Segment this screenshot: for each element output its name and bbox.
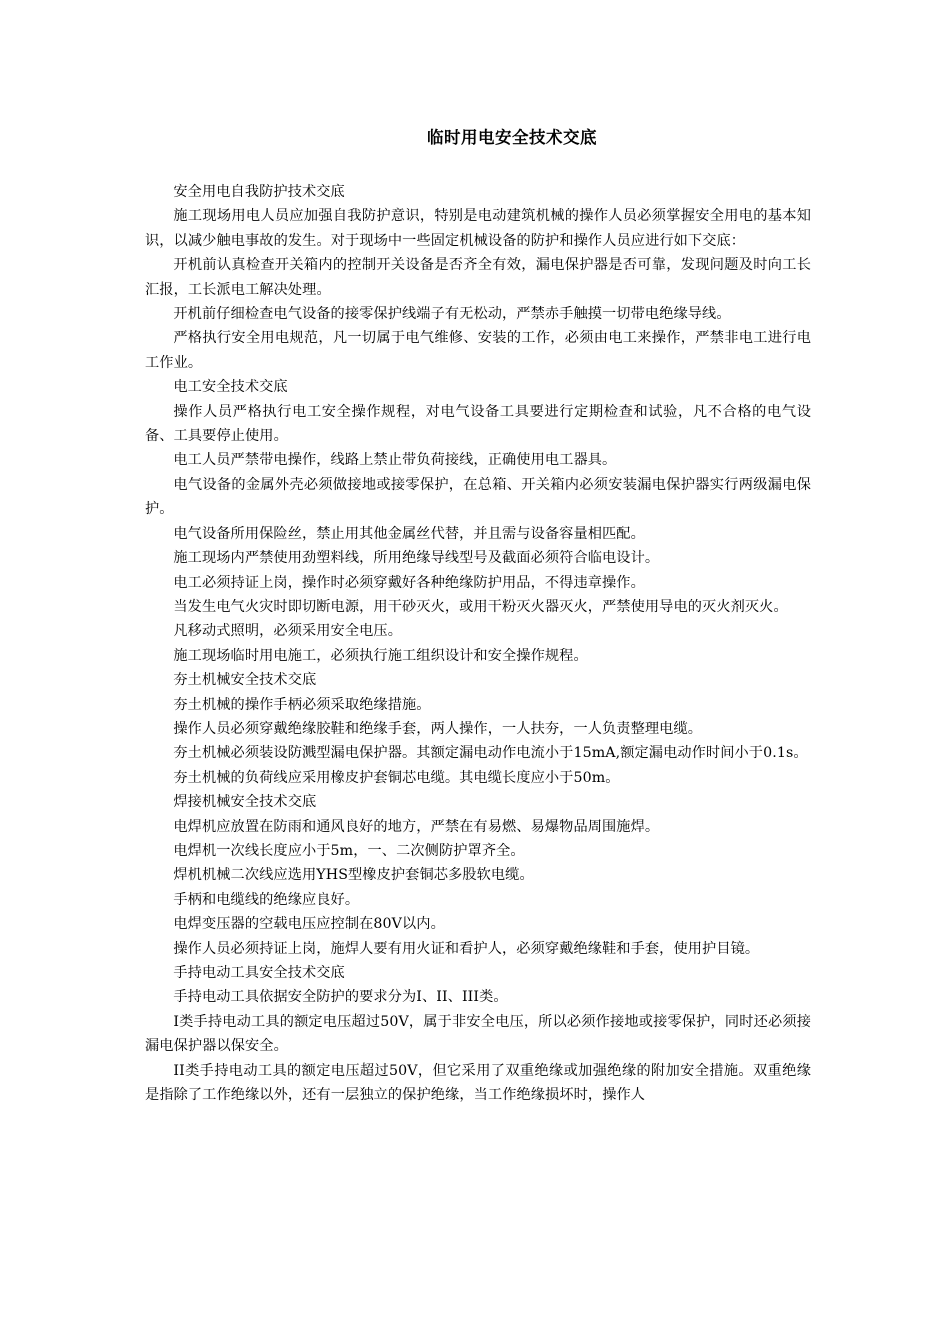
paragraph: 操作人员严格执行电工安全操作规程，对电气设备工具要进行定期检查和试验，凡不合格的电气设备、工具要停止使用。 xyxy=(145,403,811,445)
paragraph: 施工现场内严禁使用劲塑料线，所用绝缘导线型号及截面必须符合临电设计。 xyxy=(173,550,660,567)
paragraph: 电气设备的金属外壳必须做接地或接零保护，在总箱、开关箱内必须安装漏电保护器实行两级漏电保护。 xyxy=(145,476,811,518)
paragraph: 焊接机械安全技术交底 xyxy=(173,794,317,811)
paragraph: 严格执行安全用电规范，凡一切属于电气维修、安装的工作，必须由电工来操作，严禁非电工进行电工作业。 xyxy=(145,330,811,371)
paragraph: 电焊变压器的空载电压应控制在80V以内。 xyxy=(173,916,445,933)
paragraph: 当发生电气火灾时即切断电源，用干砂灭火，或用干粉灭火器灭火，严禁使用导电的灭火剂灭火。 xyxy=(173,598,788,615)
paragraph: 凡移动式照明，必须采用安全电压。 xyxy=(173,623,402,640)
paragraph: 手持电动工具安全技术交底 xyxy=(173,965,345,981)
paragraph: 焊机机械二次线应选用YHS型橡皮护套铜芯多股软电缆。 xyxy=(173,867,534,884)
paragraph: 夯土机械的负荷线应采用橡皮护套铜芯电缆。其电缆长度应小于50m。 xyxy=(173,769,620,786)
paragraph: 操作人员必须持证上岗，施焊人要有用火证和看护人，必须穿戴绝缘鞋和手套，使用护目镜。 xyxy=(173,940,760,957)
paragraph: 施工现场用电人员应加强自我防护意识，特别是电动建筑机械的操作人员必须掌握安全用电的基本知识，以减少触电事故的发生。对于现场中一些固定机械设备的防护和操作人员应进行如下交底： xyxy=(145,208,811,249)
paragraph: 电工安全技术交底 xyxy=(173,379,288,396)
paragraph: 夯土机械的操作手柄必须采取绝缘措施。 xyxy=(173,696,431,713)
paragraph: 施工现场临时用电施工，必须执行施工组织设计和安全操作规程。 xyxy=(173,647,588,664)
document-title: 临时用电安全技术交底 xyxy=(427,128,597,147)
paragraph: II类手持电动工具的额定电压超过50V，但它采用了双重绝缘或加强绝缘的附加安全措施。双重绝缘是指除了工作绝缘以外，还有一层独立的保护绝缘，当工作绝缘损坏时，操作人 xyxy=(145,1062,811,1104)
paragraph: 安全用电自我防护技术交底 xyxy=(173,184,345,200)
paragraph: 手柄和电缆线的绝缘应良好。 xyxy=(173,891,360,908)
paragraph: 夯土机械必须装设防溅型漏电保护器。其额定漏电动作电流小于15mA,额定漏电动作时间小于0.1s。 xyxy=(173,745,808,762)
document-body xyxy=(145,180,811,1107)
paragraph: 开机前认真检查开关箱内的控制开关设备是否齐全有效，漏电保护器是否可靠，发现问题及时向工长汇报，工长派电工解决处理。 xyxy=(145,257,811,298)
paragraph: 开机前仔细检查电气设备的接零保护线端子有无松动，严禁赤手触摸一切带电绝缘导线。 xyxy=(173,306,731,323)
paragraph: 电气设备所用保险丝，禁止用其他金属丝代替，并且需与设备容量相匹配。 xyxy=(173,525,645,542)
paragraph: 电焊机一次线长度应小于5m，一、二次侧防护罩齐全。 xyxy=(173,842,525,859)
paragraph: 手持电动工具依据安全防护的要求分为I、II、III类。 xyxy=(173,989,508,1006)
document-page xyxy=(145,118,811,1107)
paragraph: 夯土机械安全技术交底 xyxy=(173,672,317,689)
paragraph: 操作人员必须穿戴绝缘胶鞋和绝缘手套，两人操作，一人扶夯，一人负责整理电缆。 xyxy=(173,720,703,737)
paragraph: 电工必须持证上岗，操作时必须穿戴好各种绝缘防护用品，不得违章操作。 xyxy=(173,574,645,591)
paragraph: 电焊机应放置在防雨和通风良好的地方，严禁在有易燃、易爆物品周围施焊。 xyxy=(173,818,660,835)
paragraph: 电工人员严禁带电操作，线路上禁止带负荷接线，正确使用电工器具。 xyxy=(173,452,617,469)
paragraph: I类手持电动工具的额定电压超过50V，属于非安全电压，所以必须作接地或接零保护，同时还必须接漏电保护器以保安全。 xyxy=(145,1013,811,1055)
